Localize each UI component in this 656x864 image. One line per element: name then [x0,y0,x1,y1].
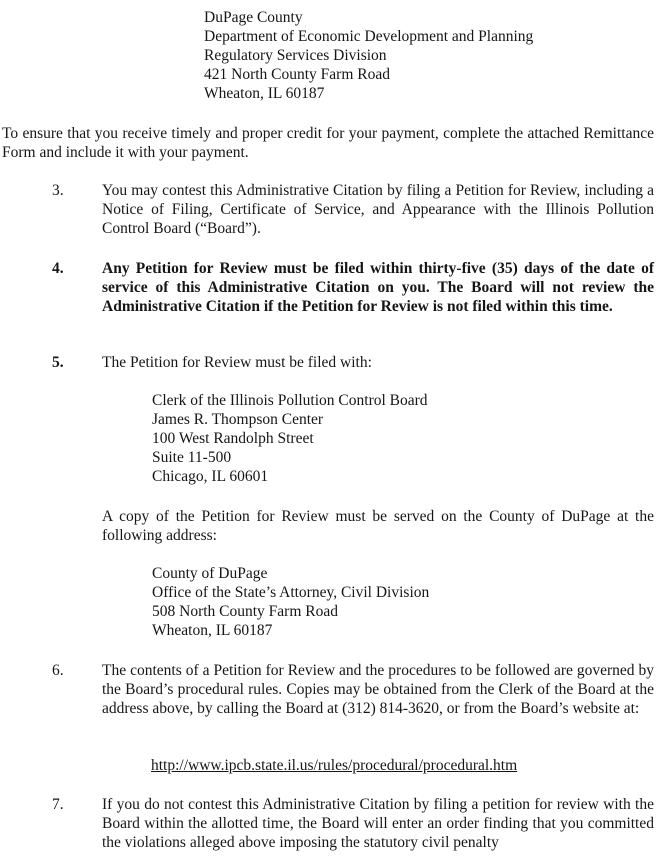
board-address-line: Clerk of the Illinois Pollution Control Board [152,392,428,409]
item-number: 7. [52,796,64,813]
header-address-line: Department of Economic Development and Planning [204,28,534,45]
item-number: 5. [52,354,64,371]
item-text: Any Petition for Review must be filed within thirty-five (35) days of the date of service of this Administrative Citation on you. The Board will not review the Administrative Citation if the Petition for Review is not filed within this time. [102,260,654,315]
item-text: You may contest this Administrative Citation by filing a Petition for Review, including a Notice of Filing, Certificate of Service, and Appearance with the Illinois Pollution Control Board (“Board”). [102,182,654,237]
county-address-line: 508 North County Farm Road [152,603,338,620]
intro-paragraph: To ensure that you receive timely and proper credit for your payment, complete the attached Remittance Form and include it with your payment. [2,125,654,161]
county-address-line: County of DuPage [152,565,268,582]
board-address-line: Suite 11-500 [152,449,232,466]
item-number: 3. [52,182,64,199]
item-number: 6. [52,662,64,679]
item-text: The Petition for Review must be filed with: [102,354,372,371]
header-address-line: DuPage County [204,9,303,26]
item-text: If you do not contest this Administrative Citation by filing a petition for review with the Board within the allotted time, the Board will enter an order finding that you committed the violations alleged above imposing the statutory civil penalty [102,796,654,851]
board-address-line: James R. Thompson Center [152,411,324,428]
header-address-line: Wheaton, IL 60187 [204,85,325,102]
item-number: 4. [52,260,64,277]
copy-note: A copy of the Petition for Review must be served on the County of DuPage at the following address: [102,508,654,544]
county-address-line: Wheaton, IL 60187 [152,622,273,639]
header-address-line: 421 North County Farm Road [204,66,390,83]
county-address-line: Office of the State’s Attorney, Civil Division [152,584,430,601]
board-address-line: Chicago, IL 60601 [152,468,269,485]
board-address-line: 100 West Randolph Street [152,430,314,447]
item-text: The contents of a Petition for Review and the procedures to be followed are governed by the Board’s procedural rules. Copies may be obtained from the Clerk of the Board at the address above, by calling the Board at (312) 814-3620, or from the Board’s website at: [102,662,654,717]
header-address-line: Regulatory Services Division [204,47,387,64]
board-website-link[interactable]: http://www.ipcb.state.il.us/rules/procedural/procedural.htm [151,757,518,774]
